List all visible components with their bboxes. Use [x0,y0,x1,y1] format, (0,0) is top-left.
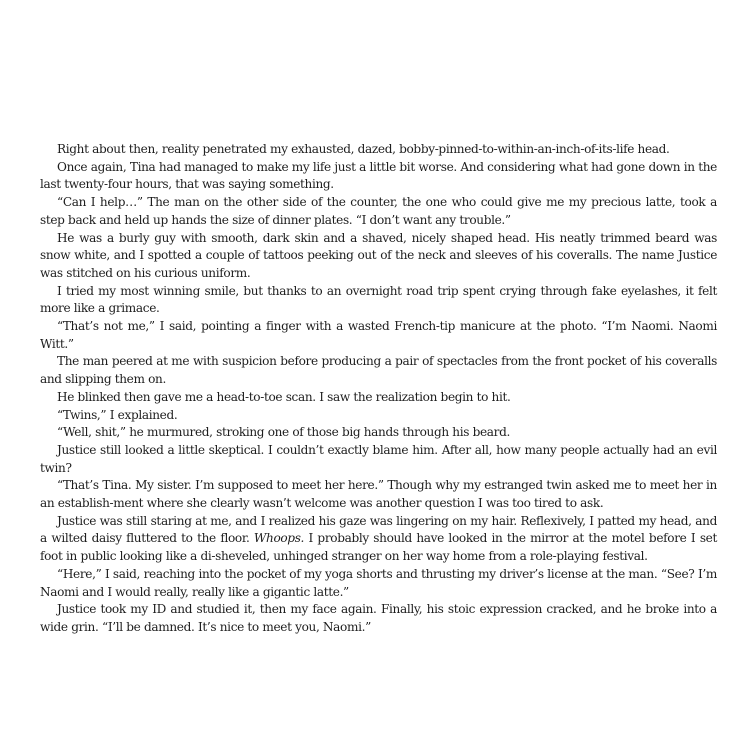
paragraph: “That’s not me,” I said, pointing a finger with a wasted French-tip manicure at the photo. “I’m Naomi. Naomi Witt.” [40,319,717,351]
paragraph-text-before: Justice was still staring at me, and I realized his gaze was lingering on my hair. Reflexively, I patted my head, and a wilted daisy fluttered to the floor. [40,513,717,546]
paragraph: I tried my most winning smile, but thanks to an overnight road trip spent crying through fake eyelashes, it felt more like a grimace. [40,283,717,316]
paragraph: “Well, shit,” he murmured, stroking one of those big hands through his beard. [57,425,510,440]
emphasis-whoops: Whoops. [253,531,305,546]
paragraph: Justice took my ID and studied it, then my face again. Finally, his stoic expression cracked, and he broke into a wide grin. “I’ll be damned. It’s nice to meet you, Naomi.” [40,602,717,634]
paragraph-text-after: I probably should have looked in the mirror at the motel before I set foot in public looking like a di-sheveled, unhinged stranger on her way home from a role-playing festival. [40,531,717,564]
paragraph: “That’s Tina. My sister. I’m supposed to meet her here.” Though why my estranged twin asked me to meet her in an establish-ment where she clearly wasn’t welcome was another question I was too tired to ask. [40,478,717,511]
paragraph: Right about then, reality penetrated my exhausted, dazed, bobby-pinned-to-within-an-inch-of-its-life head. [57,142,670,156]
paragraph: “Here,” I said, reaching into the pocket of my yoga shorts and thrusting my driver’s license at the man. “See? I’m Naomi and I would really, really like a gigantic latte.” [40,566,717,599]
paragraph: He blinked then gave me a head-to-toe scan. I saw the realization begin to hit. [57,389,511,404]
paragraph: Justice still looked a little skeptical. I couldn’t exactly blame him. After all, how many people actually had an evil twin? [40,442,717,475]
paragraph: The man peered at me with suspicion before producing a pair of spectacles from the front pocket of his coveralls and slipping them on. [40,354,717,387]
paragraph: “Can I help…” The man on the other side of the counter, the one who could give me my precious latte, took a step back and held up hands the size of dinner plates. “I don’t want any trouble.” [40,195,717,227]
book-page-text [40,141,717,637]
paragraph-with-emphasis [40,513,717,566]
paragraph: He was a burly guy with smooth, dark skin and a shaved, nicely shaped head. His neatly trimmed beard was snow white, and I spotted a couple of tattoos peeking out of the neck and sleeves of his coveralls. The name Justice was stitched on his curious uniform. [40,230,717,280]
paragraph: “Twins,” I explained. [57,407,178,422]
paragraph: Once again, Tina had managed to make my life just a little bit worse. And considering what had gone down in the last twenty-four hours, that was saying something. [40,159,717,192]
